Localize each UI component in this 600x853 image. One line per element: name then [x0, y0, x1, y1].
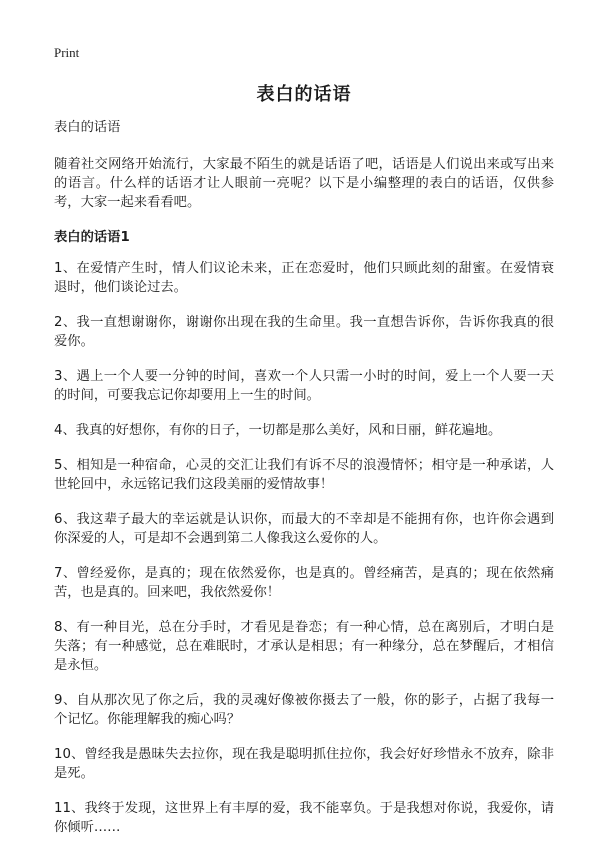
- list-item: 1、在爱情产生时，情人们议论未来，正在恋爱时，他们只顾此刻的甜蜜。在爱情衰退时，他们谈论过去。: [54, 261, 554, 295]
- list-item: 8、有一种目光，总在分手时，才看见是眷恋；有一种心情，总在离别后，才明白是失落；有一种感觉，总在难眠时，才承认是相思；有一种缘分，总在梦醒后，才相信是永恒。: [54, 620, 554, 673]
- intro-paragraph: 随着社交网络开始流行，大家最不陌生的就是话语了吧，话语是人们说出来或写出来的语言。什么样的话语才让人眼前一亮呢？以下是小编整理的表白的话语，仅供参考，大家一起来看看吧。: [54, 157, 554, 210]
- list-item: 2、我一直想谢谢你，谢谢你出现在我的生命里。我一直想告诉你，告诉你我真的很爱你。: [54, 315, 554, 349]
- list-item: 11、我终于发现，这世界上有丰厚的爱，我不能辜负。于是我想对你说，我爱你，请你倾听……: [54, 801, 554, 835]
- list-item: 3、遇上一个人要一分钟的时间，喜欢一个人只需一小时的时间，爱上一个人要一天的时间，可要我忘记你却要用上一生的时间。: [54, 369, 554, 403]
- list-item: 7、曾经爱你，是真的；现在依然爱你，也是真的。曾经痛苦，是真的；现在依然痛苦，也是真的。回来吧，我依然爱你！: [54, 566, 554, 600]
- list-item: 4、我真的好想你，有你的日子，一切都是那么美好，风和日丽，鲜花遍地。: [54, 423, 502, 438]
- section-heading: 表白的话语1: [54, 230, 130, 245]
- list-item: 10、曾经我是愚昧失去拉你，现在我是聪明抓住拉你，我会好好珍惜永不放弃，除非是死。: [54, 747, 554, 781]
- print-link[interactable]: Print: [54, 45, 80, 60]
- list-item: 6、我这辈子最大的幸运就是认识你，而最大的不幸却是不能拥有你，也许你会遇到你深爱的人，可是却不会遇到第二人像我这么爱你的人。: [54, 512, 554, 546]
- list-item: 9、自从那次见了你之后，我的灵魂好像被你摄去了一般，你的影子，占据了我每一个记忆。你能理解我的痴心吗？: [54, 693, 554, 727]
- list-item: 5、相知是一种宿命，心灵的交汇让我们有诉不尽的浪漫情怀；相守是一种承诺，人世轮回中，永远铭记我们这段美丽的爱情故事！: [54, 458, 554, 492]
- article-subtitle: 表白的话语: [54, 120, 121, 135]
- page-title: 表白的话语: [256, 84, 352, 105]
- article-body: [54, 118, 554, 853]
